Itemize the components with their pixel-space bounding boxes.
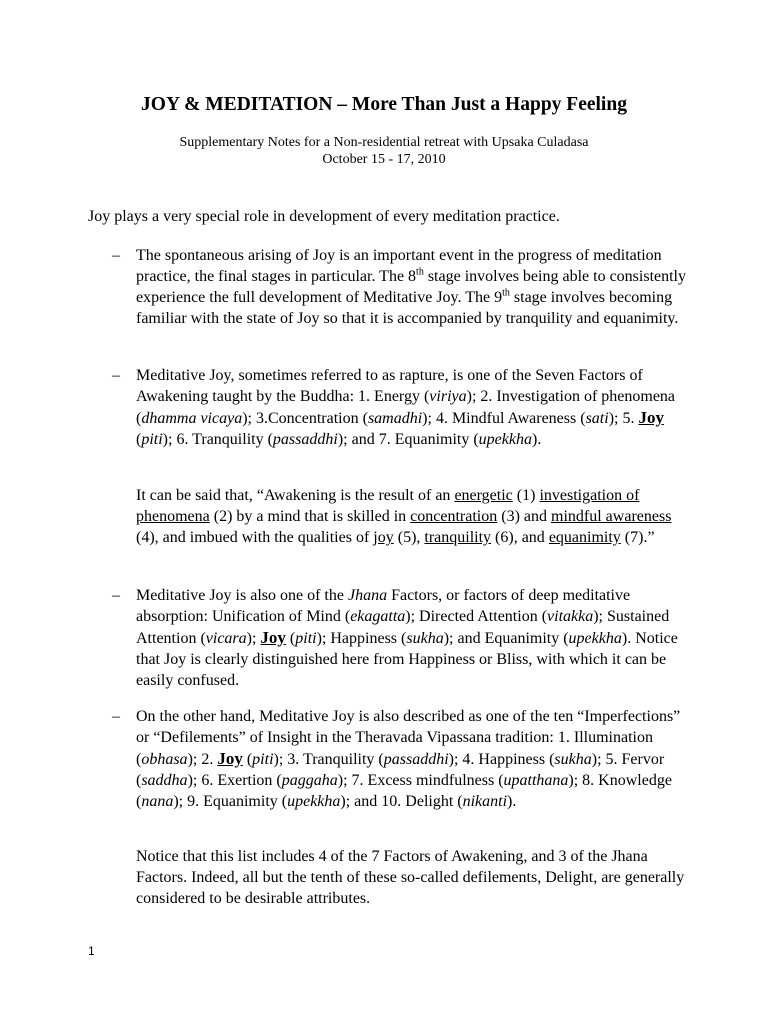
subtitle: Supplementary Notes for a Non-residential retreat with Upsaka Culadasa: [179, 135, 589, 150]
bullet-dash: –: [112, 247, 120, 264]
joy-emphasis: Joy: [260, 628, 286, 647]
page-title: JOY & MEDITATION – More Than Just a Happy Feeling: [141, 94, 627, 115]
bullet-dash: –: [112, 587, 120, 604]
defilements-note-paragraph: Notice that this list includes 4 of the 7 Factors of Awakening, and 3 of the Jhana Factors. Indeed, all but the tenth of these so-called defilements, Delight, are generally considered to be desirable attributes.: [136, 848, 685, 907]
bullet-1: The spontaneous arising of Joy is an important event in the progress of meditation practice, the final stages in particular. The 8th stage involves being able to consistently experience the full development of Meditative Joy. The 9th stage involves becoming familiar with the state of Joy so that it is accompanied by tranquility and equanimity.: [136, 247, 686, 327]
page-number: 1: [88, 944, 95, 958]
bullet-4: On the other hand, Meditative Joy is also described as one of the ten “Imperfections” or “Defilements” of Insight in the Theravada Vipassana tradition: 1. Illumination (obhasa); 2. Joy (piti); 3. Tranquility (passaddhi); 4. Happiness (sukha); 5. Fervor (saddha); 6. Exertion (paggaha); 7. Excess mindfulness (upatthana); 8. Knowledge (nana); 9. Equanimity (upekkha); and 10. Delight (nikanti).: [136, 708, 681, 810]
joy-emphasis: Joy: [217, 749, 243, 768]
bullet-dash: –: [112, 367, 120, 384]
date-line: October 15 - 17, 2010: [322, 152, 446, 167]
joy-emphasis: Joy: [638, 408, 664, 427]
bullet-2: Meditative Joy, sometimes referred to as rapture, is one of the Seven Factors of Awakening taught by the Buddha: 1. Energy (viriya); 2. Investigation of phenomena (dhamma vicaya); 3.Concentration (samadhi); 4. Mindful Awareness (sati); 5. Joy (piti); 6. Tranquility (passaddhi); and 7. Equanimity (upekkha).: [136, 367, 676, 448]
bullet-3: Meditative Joy is also one of the Jhana Factors, or factors of deep meditative absorption: Unification of Mind (ekagatta); Directed Attention (vitakka); Sustained Attention (vicara); Joy (piti); Happiness (sukha); and Equanimity (upekkha). Notice that Joy is clearly distinguished here from Happiness or Bliss, with which it can be easily confused.: [136, 587, 678, 689]
bullet-dash: –: [112, 708, 120, 725]
awakening-quote-paragraph: It can be said that, “Awakening is the result of an energetic (1) investigation of phenomena (2) by a mind that is skilled in concentration (3) and mindful awareness (4), and imbued with the qualities of joy (5), tranquility (6), and equanimity (7).”: [136, 487, 672, 546]
intro-paragraph: Joy plays a very special role in development of every meditation practice.: [88, 208, 560, 225]
